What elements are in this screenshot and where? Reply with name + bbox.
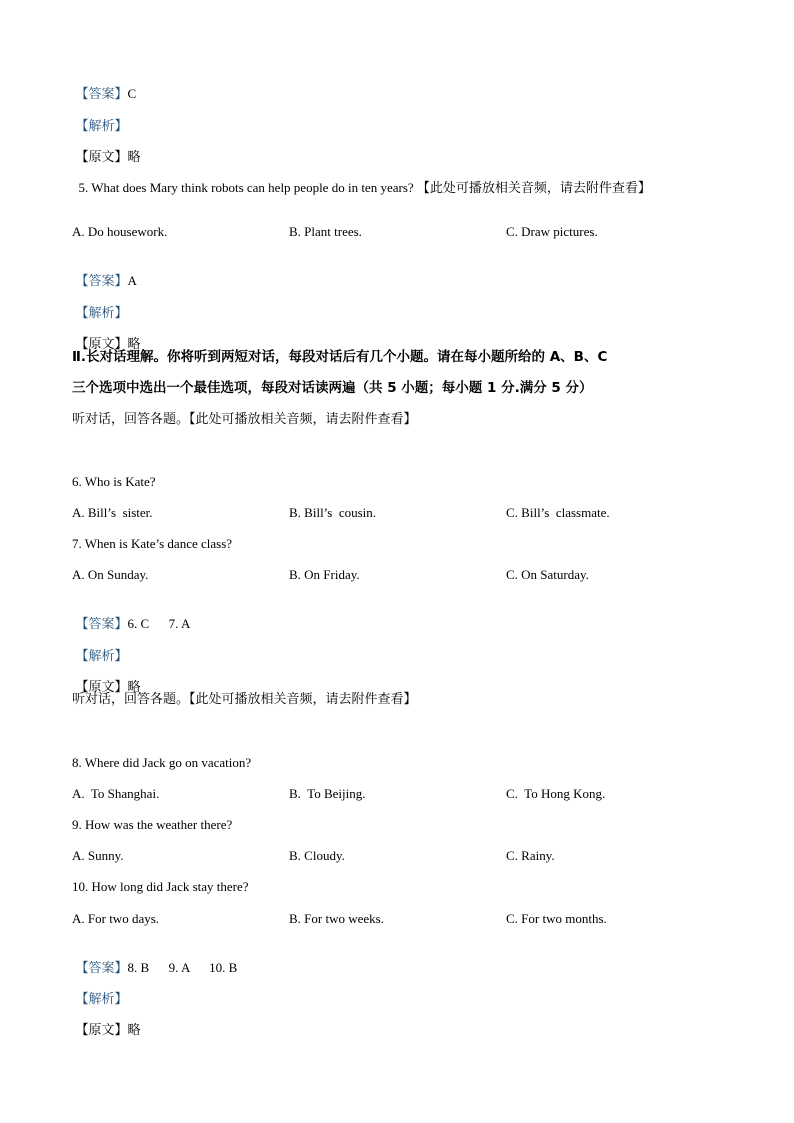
answer-value: C [127,86,137,101]
section-heading-line2: 三个选项中选出一个最佳选项，每段对话读两遍（共 5 小题；每小题 1 分.满分 5 分） [72,380,593,396]
q10-option-b: B. For two weeks. [289,911,384,926]
q9-option-a: A. Sunny. [72,848,124,863]
analysis-label: 【解析】 [75,119,128,134]
q5-option-a: A. Do housework. [72,224,168,239]
q9-option-c: C. Rainy. [506,848,555,863]
original-value: 略 [127,680,141,695]
answer-value: 8. B 9. A 10. B [127,960,238,975]
q10-option-a: A. For two days. [72,911,160,926]
q5-option-c: C. Draw pictures. [506,224,598,239]
section-instruction: 听对话，回答各题。【此处可播放相关音频，请去附件查看】 [72,692,417,707]
original-label: 【原文】 [75,1023,128,1038]
q7-option-c: C. On Saturday. [506,567,589,582]
answer-value: 6. C 7. A [127,616,191,631]
q9-option-b: B. Cloudy. [289,848,345,863]
question-5 [72,161,651,198]
q5-option-b: B. Plant trees. [289,224,362,239]
q6-option-c: C. Bill’s classmate. [506,505,610,520]
answer-label: 【答案】 [75,961,128,976]
q7-option-a: A. On Sunday. [72,567,149,582]
answer-value: A [127,273,137,288]
q8-option-c: C. To Hong Kong. [506,786,606,801]
question-6: 6. Who is Kate? [72,474,156,489]
question-10: 10. How long did Jack stay there? [72,879,249,894]
original-label: 【原文】 [75,680,128,695]
question-8: 8. Where did Jack go on vacation? [72,755,252,770]
audio-note: 【此处可播放相关音频，请去附件查看】 [416,181,651,196]
q8-option-b: B. To Beijing. [289,786,366,801]
section-heading-line1: Ⅱ.长对话理解。你将听到两短对话，每段对话后有几个小题。请在每小题所给的 A、B、C [72,349,608,365]
analysis-label: 【解析】 [75,306,128,321]
q7-option-b: B. On Friday. [289,567,360,582]
section-instruction: 听对话，回答各题。【此处可播放相关音频，请去附件查看】 [72,412,417,427]
answer-label: 【答案】 [75,87,128,102]
answer-label: 【答案】 [75,274,128,289]
analysis-label: 【解析】 [75,649,128,664]
question-9: 9. How was the weather there? [72,817,233,832]
q6-option-a: A. Bill’s sister. [72,505,153,520]
question-text: 5. What does Mary think robots can help people do in ten years? [78,180,414,195]
q8-option-a: A. To Shanghai. [72,786,160,801]
analysis-label: 【解析】 [75,992,128,1007]
original-value: 略 [127,150,141,165]
q6-option-b: B. Bill’s cousin. [289,505,377,520]
original-line [72,1003,141,1040]
original-label: 【原文】 [75,150,128,165]
answer-label: 【答案】 [75,617,128,632]
original-label: 【原文】 [75,337,128,352]
original-value: 略 [127,337,141,352]
q10-option-c: C. For two months. [506,911,607,926]
question-7: 7. When is Kate’s dance class? [72,536,233,551]
original-value: 略 [127,1023,141,1038]
